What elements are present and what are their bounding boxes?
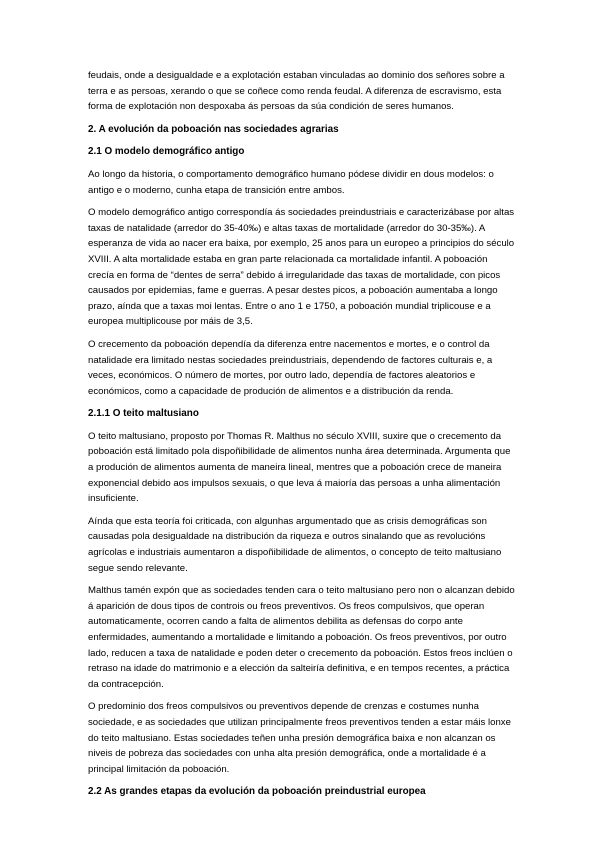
paragraph: O predominio dos freos compulsivos ou preventivos depende de crenzas e costumes nunha sociedade, e as sociedades que utilizan principalmente freos preventivos tenden a estar máis lonxe do teito maltusiano. Estas sociedades teñen unha presión demográfica baixa e non alcanzan os niveis de pobreza das sociedades con unha alta presión demográfica, onde a mortalidade é a principal limitación da poboación. <box>88 701 511 775</box>
paragraph: O modelo demográfico antigo correspondía ás sociedades preindustriais e caracterizábase por altas taxas de natalidade (arredor do 35-40‰) e altas taxas de mortalidade (arredor do 30-35‰). A esperanza de vida ao nacer era baixa, por exemplo, 25 anos para un europeo a principios do século XVIII. A alta mortalidade estaba en gran parte relacionada ca mortalidade infantil. A poboación crecía en forma de “dentes de serra” debido á irregularidade das taxas de mortalidade, con picos causados por epidemias, fame e guerras. A pesar destes picos, a poboación aumentaba a longo prazo, aínda que a taxas moi lentas. Entre o ano 1 e 1750, a poboación mundial triplicouse e a europea multiplicouse por máis de 3,5. <box>88 207 515 328</box>
paragraph: Malthus tamén expón que as sociedades tenden cara o teito maltusiano pero non o alcanzan debido á aparición de dous tipos de controis ou freos preventivos. Os freos compulsivos, que operan automaticamente, ocorren cando a falta de alimentos debilita as defensas do corpo ante enfermidades, aumentando a mortalidade e limitando a poboación. Os freos preventivos, por outro lado, reducen a taxa de natalidade e poden deter o crecemento da poboación. Estos freos inclúen o retraso na idade do matrimonio e a elección da salteiría definitiva, e en tempos recentes, a práctica da contracepción. <box>88 585 515 690</box>
subsection-heading: 2.1 O modelo demográfico antigo <box>88 146 245 158</box>
paragraph: O crecemento da poboación dependía da diferenza entre nacementos e mortes, e o control da natalidade era limitado nestas sociedades preindustriais, dependendo de factores culturais e, a veces, económicos. O número de mortes, por outro lado, dependía de factores aleatorios e económicos, como a capacidade de produción de alimentos e a distribución da renda. <box>88 338 493 397</box>
paragraph: O teito maltusiano, proposto por Thomas R. Malthus no século XVIII, suxire que o crecemento da poboación está limitado pola dispoñibilidade de alimentos nunha área determinada. Argumenta que a produción de alimentos aumenta de maneira lineal, mentres que a poboación crece de maneira exponencial debido aos impulsos sexuais, o que leva á maioría das persoas a unha alimentación insuficiente. <box>88 430 511 505</box>
paragraph: Aínda que esta teoría foi criticada, con algunhas argumentado que as crisis demográficas son causadas pola desigualdade na distribución da riqueza e outros sinalando que as revolucións agrícolas e industriais aumentaron a dispoñibilidade de alimentos, o concepto de teito maltusiano segue sendo relevante. <box>88 515 502 574</box>
subsubsection-heading: 2.1.1 O teito maltusiano <box>88 408 199 420</box>
intro-paragraph: feudais, onde a desigualdade e a explotación estaban vinculadas ao dominio dos señores sobre a terra e as persoas, xerando o que se coñece como renda feudal. A diferenza de escravismo, esta forma de explotación non despoxaba ás persoas da súa condición de seres humanos. <box>88 70 505 113</box>
section-heading: 2. A evolución da poboación nas sociedades agrarias <box>88 123 339 135</box>
subsection-heading: 2.2 As grandes etapas da evolución da poboación preindustrial europea <box>88 786 426 798</box>
paragraph: Ao longo da historia, o comportamento demográfico humano pódese dividir en dous modelos: o antigo e o moderno, cunha etapa de transición entre ambos. <box>88 168 494 196</box>
